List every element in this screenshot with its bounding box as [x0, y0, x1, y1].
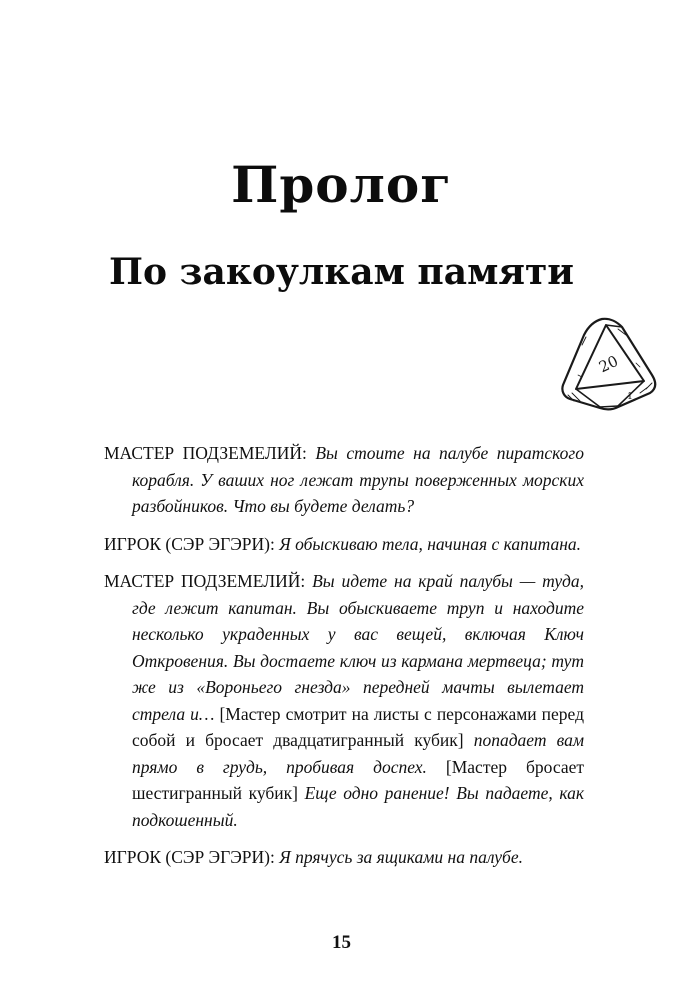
speech-text: Вы идете на край палубы — туда, где лежит капитан. Вы обыскиваете труп и находите несколько украденных у вас вещей, включая Ключ Откровения. Вы достаете ключ из кармана мертвеца; тут же из «Вороньего гнезда» передней мачты вылетает стрела и… — [132, 571, 585, 724]
dice-face-label: 20 — [596, 351, 622, 377]
page-number: 15 — [332, 932, 351, 953]
speaker-name: ИГРОК (СЭР ЭГЭРИ): — [104, 847, 275, 867]
dialogue-text — [104, 440, 584, 882]
dialogue-entry — [104, 844, 584, 871]
dialogue-entry — [104, 531, 584, 558]
speaker-name: МАСТЕР ПОДЗЕМЕЛИЙ: — [104, 443, 307, 463]
dice-corner-label: 1 — [627, 392, 633, 402]
speech-text: Я прячусь за ящиками на палубе. — [279, 847, 523, 867]
d20-dice-icon — [556, 315, 664, 415]
speech-text: Вы стоите на палубе пиратского корабля. У ваших ног лежат трупы поверженных морских разбойников. Что вы будете делать? — [132, 443, 585, 516]
chapter-subtitle: По закоулкам памяти — [109, 251, 574, 293]
speech-text: Еще одно ранение! Вы падаете, как подкошенный. — [132, 783, 585, 830]
dialogue-entry — [104, 568, 584, 833]
stage-direction: [Мастер бросает шестигранный кубик] — [132, 756, 584, 803]
speaker-name: МАСТЕР ПОДЗЕМЕЛИЙ: — [104, 571, 306, 591]
speech-text: попадает вам прямо в грудь, пробивая доспех. — [132, 730, 584, 777]
speaker-name: ИГРОК (СЭР ЭГЭРИ): — [104, 533, 275, 554]
speech-text: Я обыскиваю тела, начиная с капитана. — [279, 533, 582, 554]
dialogue-entry — [104, 440, 584, 520]
chapter-title: Пролог — [231, 155, 452, 214]
stage-direction: [Мастер смотрит на листы с персонажами перед собой и бросает двадцатигранный кубик] — [132, 703, 584, 750]
